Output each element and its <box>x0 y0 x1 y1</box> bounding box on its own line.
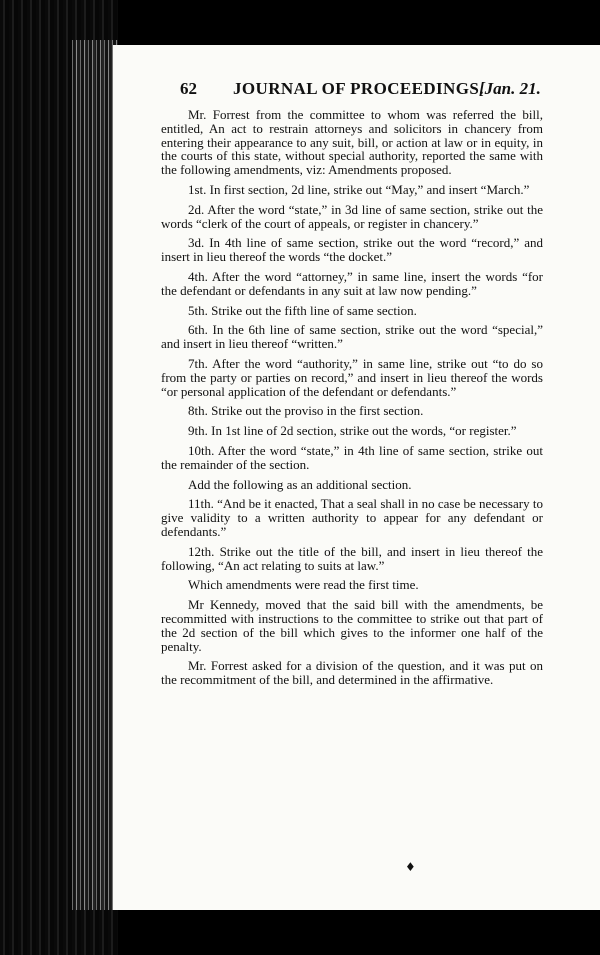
paragraph: 2d. After the word “state,” in 3d line of same section, strike out the words “clerk of the court of appeals, or register in chancery.” <box>161 201 543 231</box>
paragraph: 11th. “And be it enacted, That a seal shall in no case be necessary to give validity to a written authority to appear for any defendant or defendants.” <box>161 496 543 539</box>
paragraph: 12th. Strike out the title of the bill, and insert in lieu thereof the following, “An act relating to suits at law.” <box>161 543 543 573</box>
paragraph: Mr. Forrest asked for a division of the question, and it was put on the recommitment of the bill, and determined in the affirmative. <box>161 658 543 688</box>
page-number: 62 <box>180 79 197 98</box>
paragraph: 9th. In 1st line of 2d section, strike out the words, “or register.” <box>188 423 517 439</box>
page-body <box>161 108 543 693</box>
header-date: [Jan. 21. <box>479 79 541 98</box>
paragraph: Add the following as an additional section. <box>188 476 412 492</box>
paragraph: 7th. After the word “authority,” in same line, strike out “to do so from the party or parties on record,” and insert in lieu thereof the words “or personal application of the defendant or defendants.” <box>161 355 543 399</box>
paragraph: 1st. In first section, 2d line, strike out “May,” and insert “March.” <box>188 181 530 197</box>
page-header <box>153 79 593 105</box>
paragraph: Which amendments were read the first time. <box>188 577 419 593</box>
paragraph: 4th. After the word “attorney,” in same line, insert the words “for the defendant or defendants in any suit at law now pending.” <box>161 268 543 298</box>
page-edge-stack <box>72 40 118 910</box>
paragraph: 10th. After the word “state,” in 4th line of same section, strike out the remainder of the section. <box>161 442 543 472</box>
document-page <box>113 45 600 910</box>
paragraph: 3d. In 4th line of same section, strike out the word “record,” and insert in lieu thereof the words “the docket.” <box>161 235 543 265</box>
paragraph: 5th. Strike out the fifth line of same section. <box>188 302 417 318</box>
paragraph: Mr Kennedy, moved that the said bill with the amendments, be recommitted with instructions to the committee to strike out that part of the 2d section of the bill which gives to the informer one half of the penalty. <box>161 597 543 654</box>
running-title: JOURNAL OF PROCEEDINGS. <box>233 79 484 98</box>
paragraph: Mr. Forrest from the committee to whom was referred the bill, entitled, An act to restrain attorneys and solicitors in chancery from entering their appearance to any suit, bill, or action at law or in equity, in the courts of this state, without special authority, reported the same with the following amendments, viz: Amendments proposed. <box>161 107 543 178</box>
paragraph: 8th. Strike out the proviso in the first section. <box>188 403 424 419</box>
paragraph: 6th. In the 6th line of same section, strike out the word “special,” and insert in lieu thereof “written.” <box>161 322 543 352</box>
end-ornament: ♦ <box>405 860 416 874</box>
